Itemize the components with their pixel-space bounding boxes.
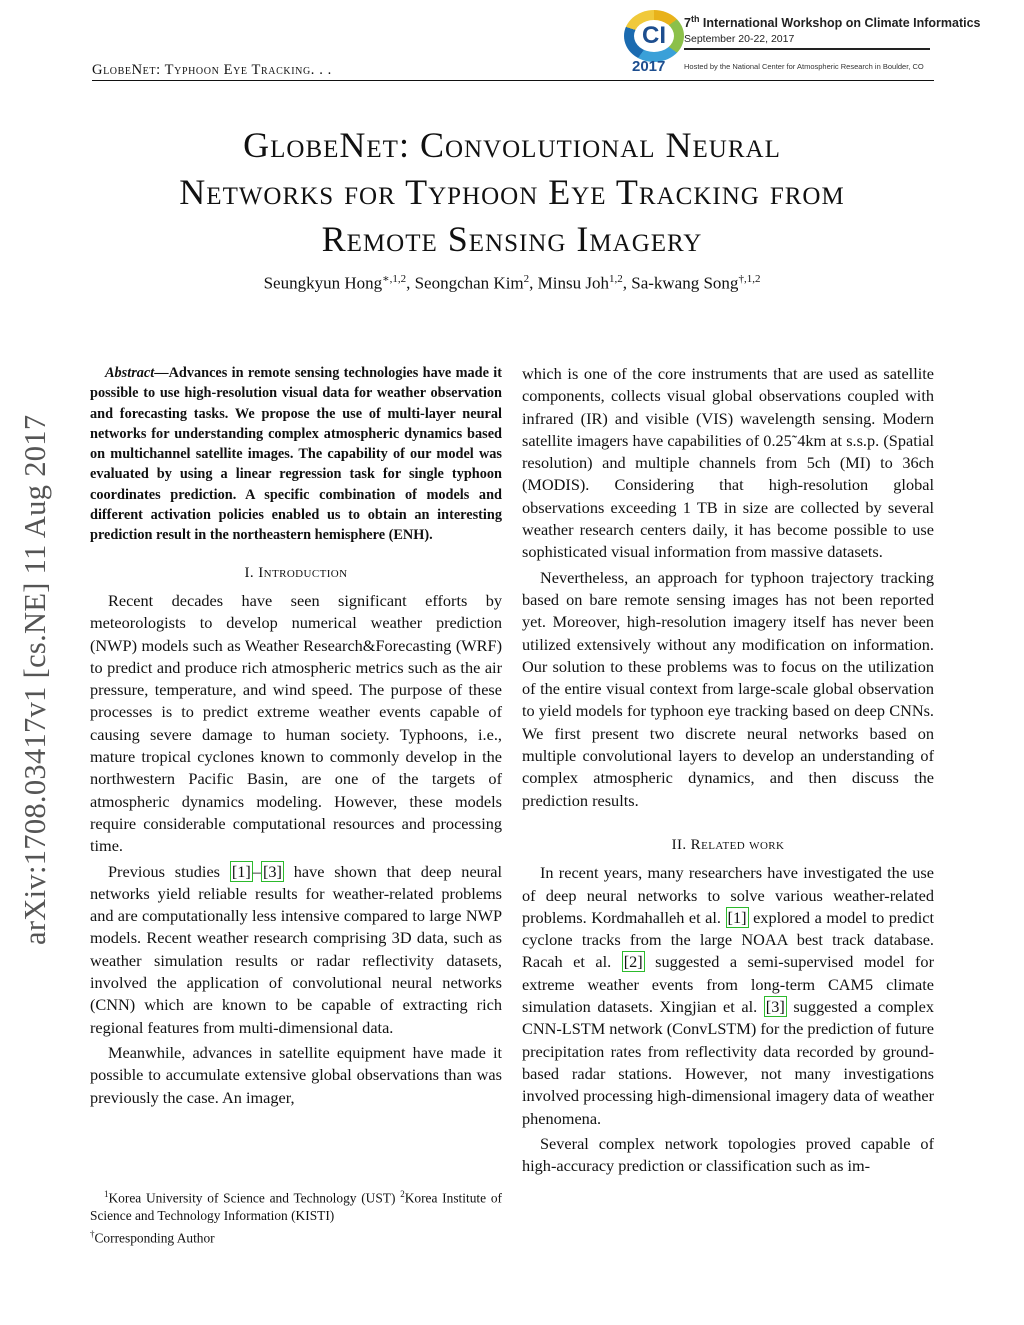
author-affiliation: 2 bbox=[523, 273, 530, 285]
paragraph: which is one of the core instruments that are used as satellite components, collects visual global observations coupled with infrared (IR) and visible (VIS) wavelength sensing. Modern satellite imagers have capabilities of 0.25˜4km at s.s.p. (Spatial resolution) and multiple channels from 5ch (MI) to 36ch (MODIS). Considering that high-resolution global observations exceeding 1 TB in size are collected by several weather research centers daily, it has become possible to use sophisticated visual information from massive datasets. bbox=[522, 364, 934, 562]
title-line-2: Networks for Typhoon Eye Tracking from bbox=[179, 172, 845, 212]
workshop-dates: September 20-22, 2017 bbox=[684, 33, 795, 45]
header-rule bbox=[92, 80, 934, 81]
abstract-label: Abstract bbox=[105, 365, 155, 381]
citation-link[interactable]: [3] bbox=[262, 861, 282, 881]
workshop-logo bbox=[620, 6, 981, 76]
paragraph: Several complex network topologies proved capable of high-accuracy prediction or classification such as im- bbox=[522, 1133, 934, 1176]
arxiv-stamp: arXiv:1708.03417v1 [cs.NE] 11 Aug 2017 bbox=[18, 414, 52, 945]
title-line-1: GlobeNet: Convolutional Neural bbox=[243, 125, 781, 165]
paragraph: Previous studies [1] – [3] have shown that deep neural networks yield reliable results for weather-related problems and are computationally less intensive compared to large NWP models. Recent weather research comprising 3D data, such as weather simulation results or radar reflectivity datasets, involved the application of convolutional neural networks (CNN) which are known to be capable of extracting rich regional features from multi-dimensional data. bbox=[90, 861, 502, 1037]
author-list: Seungkyun Hong$^{∗,1,2}$, Seongchan Kim$^2$, Minsu Joh$^{1,2}$, Sa-kwang Song$^{\dagger,1,2}$ bbox=[263, 273, 761, 293]
footnote: $^1$Korea University of Science and Technology (UST) $^2$Korea Institute of Science and Technology Information (KISTI) †Corresponding Author bbox=[90, 1189, 502, 1246]
workshop-name: 7th International Workshop on Climate Informatics bbox=[684, 14, 981, 31]
author-affiliation: ∗,1,2 bbox=[382, 273, 407, 285]
paper-title bbox=[60, 122, 964, 263]
paragraph: Meanwhile, advances in satellite equipment have made it possible to accumulate extensive global observations than was previously the case. An imager, bbox=[90, 1042, 502, 1107]
author-affiliation: †,1,2 bbox=[738, 273, 761, 285]
paragraph: Recent decades have seen significant efforts by meteorologists to develop numerical weather prediction (NWP) models such as Weather Research&Forecasting (WRF) to predict and produce rich atmospheric metrics such as the air pressure, temperature, and wind speed. The purpose of these processes is to predict extreme weather events capable of causing severe damage to human society. Typhoons, i.e., mature tropical cyclones known to commonly develop in the northwestern Pacific Basin, are one of the targets of atmospheric dynamics modeling. However, these models require considerable computational resources and processing time. bbox=[90, 590, 502, 856]
author-name: Seungkyun Hong bbox=[263, 273, 383, 293]
citation-link[interactable]: [1] bbox=[231, 861, 251, 881]
logo-mark: CI bbox=[634, 20, 674, 52]
abstract bbox=[90, 363, 502, 546]
author-name: Minsu Joh bbox=[537, 273, 609, 293]
author-affiliation: 1,2 bbox=[608, 273, 623, 285]
left-column bbox=[90, 363, 502, 1112]
citation-link[interactable]: [2] bbox=[623, 952, 643, 972]
citation-link[interactable]: [1] bbox=[727, 907, 747, 927]
section-heading-introduction: I. Introduction bbox=[244, 564, 348, 581]
logo-rule bbox=[684, 48, 930, 50]
right-column bbox=[522, 363, 934, 1180]
running-header: GlobeNet: Typhoon Eye Tracking. . . bbox=[92, 62, 332, 78]
paragraph: Nevertheless, an approach for typhoon trajectory tracking based on bare remote sensing images has not been reported yet. Moreover, high-resolution imagery itself has never been utilized extensively without any modification on information. Our solution to these problems was to focus on the utilization of the entire visual context from large-scale global observation to yield models for typhoon eye tracking based on deep CNNs. We first present two discrete neural networks based on multiple convolutional layers to develop an understanding of complex atmospheric dynamics, and then discuss the prediction results. bbox=[522, 567, 934, 810]
abstract-text: —Advances in remote sensing technologies have made it possible to use high-resolution visual data for weather observation and forecasting tasks. We propose the use of multi-layer neural networks for understanding complex atmospheric dynamics based on multichannel satellite images. The capability of our model was evaluated by using a linear regression task for single typhoon coordinates prediction. A specific combination of models and different activation policies enabled us to obtain an interesting prediction result in the northeastern hemisphere (ENH). bbox=[90, 365, 502, 544]
workshop-host: Hosted by the National Center for Atmospheric Research in Boulder, CO bbox=[684, 62, 924, 71]
section-heading-related-work: II. Related work bbox=[671, 836, 785, 853]
author-name: Sa-kwang Song bbox=[631, 273, 739, 293]
logo-year: 2017 bbox=[632, 58, 666, 75]
citation-link[interactable]: [3] bbox=[765, 997, 785, 1017]
paragraph: In recent years, many researchers have investigated the use of deep neural networks to solve various weather-related problems. Kordmahalleh et al. [1] explored a model to predict cyclone tracks from the large NOAA best track database. Racah et al. [2] suggested a semi-supervised model for extreme weather events from long-term CAM5 climate simulation datasets. Xingjian et al. [3] suggested a complex CNN-LSTM network (ConvLSTM) for the prediction of future precipitation rates from reflectivity data recorded by ground-based radar stations. However, not many investigations involved processing high-dimensional imagery data of weather phenomena. bbox=[522, 863, 934, 1128]
author-name: Seongchan Kim bbox=[414, 273, 524, 293]
title-line-3: Remote Sensing Imagery bbox=[321, 219, 703, 259]
